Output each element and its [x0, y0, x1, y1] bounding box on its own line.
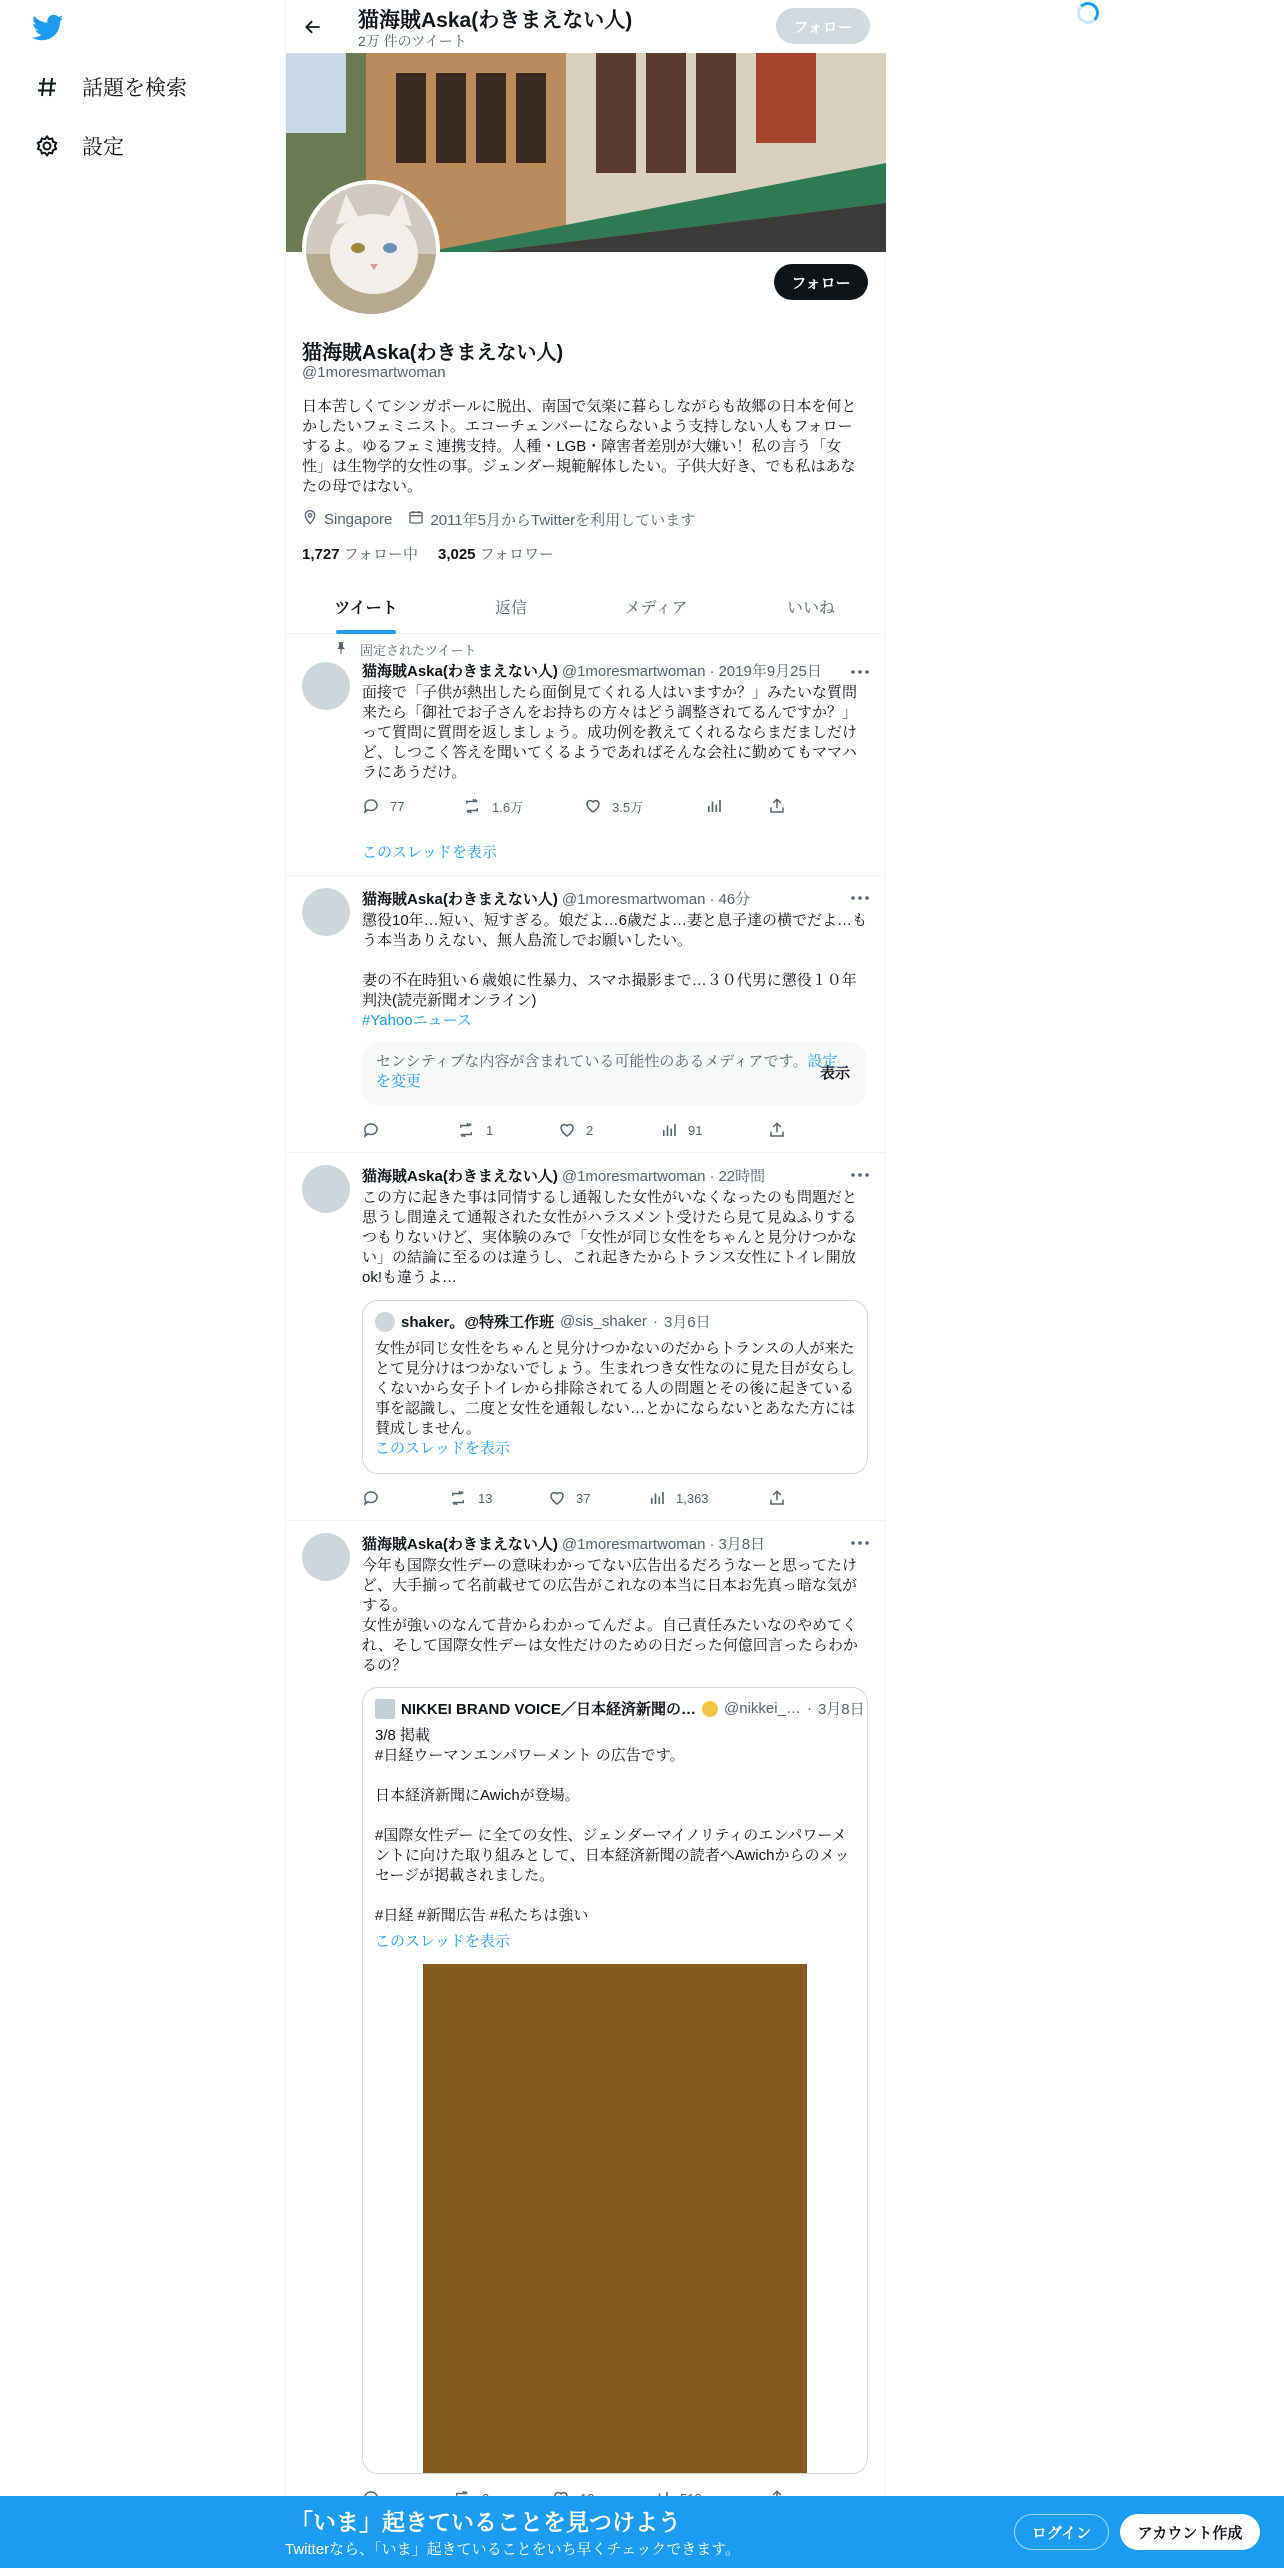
tweet-item[interactable] — [286, 634, 886, 876]
profile-header-bar — [286, 0, 886, 53]
tweet-header: 猫海賊Aska(わきまえない人) @1moresmartwoman · 46分 — [362, 888, 870, 909]
pinned-label-text: 固定されたツイート — [360, 643, 477, 658]
view-count: 1,363 — [676, 1490, 709, 1506]
pin-icon — [334, 641, 348, 658]
retweet-button[interactable] — [462, 797, 523, 816]
profile-follow-stats — [302, 543, 554, 564]
pinned-label — [334, 640, 476, 659]
nav-settings-label: 設定 — [82, 136, 124, 159]
show-media-button[interactable]: 表示 — [819, 1065, 850, 1082]
follow-button[interactable]: フォロー — [774, 264, 868, 300]
followers-label: フォロワー — [479, 546, 554, 563]
share-icon[interactable] — [768, 1121, 786, 1139]
quoted-text: 女性が同じ女性をちゃんと見分けつかないのだからトランスの人が来たとて見分けはつかないでしょう。生まれつき女性なのに見た目が女らしくないから女子トイレから排除されてる人の問題とその後に起きている事を認識し、二度と女性を通報しない…とかにならないとあなた方には賛成しません。 — [375, 1340, 856, 1437]
tweet-time[interactable]: 2019年9月25日 — [718, 663, 822, 680]
header-follow-button[interactable]: フォロー — [776, 8, 870, 44]
tweet-avatar[interactable] — [302, 1533, 350, 1581]
show-thread-link[interactable]: このスレッドを表示 — [362, 844, 497, 861]
tweet-time[interactable]: 3月8日 — [718, 1536, 766, 1553]
analytics-icon — [660, 1121, 678, 1139]
more-options-icon[interactable] — [848, 888, 872, 908]
profile-joined — [408, 508, 695, 530]
quoted-media-image[interactable] — [423, 1964, 807, 2474]
retweet-count: 1.6万 — [492, 799, 524, 815]
analytics-button[interactable] — [648, 1489, 709, 1507]
tweet-avatar[interactable] — [302, 662, 350, 710]
tweet-author-name[interactable]: 猫海賊Aska(わきまえない人) — [362, 1168, 558, 1185]
view-count: 91 — [688, 1122, 703, 1138]
like-button[interactable] — [558, 1121, 593, 1139]
quoted-show-thread-link[interactable]: このスレッドを表示 — [375, 1440, 510, 1457]
reply-icon — [362, 1489, 380, 1507]
quoted-show-thread-link[interactable]: このスレッドを表示 — [375, 1933, 510, 1950]
left-nav — [0, 0, 285, 2568]
quoted-avatar — [375, 1312, 395, 1332]
quoted-text: 3/8 掲載 #日経ウーマンエンパワーメント の広告です。 日本経済新聞にAwichが登場。 #国際女性デー に全ての女性、ジェンダーマイノリティのエンパワーメントに向けた取り組みとして、日本経済新聞の読者へAwichからのメッセージが掲載されました。 #日経 #新聞広告 #私たちは強い — [375, 1727, 850, 1924]
profile-bio: 日本苦しくてシンガポールに脱出、南国で気楽に暮らしながらも故郷の日本を何とかしたいフェミニスト。エコーチェンバーにならないよう支持しない人もフォローするよ。ゆるフェミ連携支持。人種・LGB・障害者差別が大嫌い！私の言う「女性」は生物学的女性の事。ジェンダー規範解体したい。子供大好き、でも私はあなたの母ではない。 — [302, 398, 857, 495]
share-icon[interactable] — [768, 797, 786, 815]
profile-location — [302, 508, 392, 530]
tweet-item[interactable] — [286, 876, 886, 1153]
like-count: 2 — [586, 1122, 594, 1138]
tab-replies[interactable]: 返信 — [494, 599, 527, 617]
quoted-author-name: NIKKEI BRAND VOICE／日本経済新聞の… — [401, 1701, 697, 1718]
retweet-count: 1 — [486, 1122, 494, 1138]
calendar-icon — [408, 508, 424, 530]
signup-banner-title: 「いま」起きていることを見つけよう — [290, 2509, 681, 2535]
share-icon[interactable] — [768, 1489, 786, 1507]
analytics-icon[interactable] — [705, 797, 723, 815]
back-arrow-icon[interactable] — [298, 12, 328, 42]
tweet-author-handle[interactable]: @1moresmartwoman — [561, 891, 706, 908]
profile-meta — [302, 508, 695, 530]
heart-icon — [548, 1489, 566, 1507]
reply-count: 77 — [390, 798, 405, 814]
like-button[interactable] — [548, 1489, 590, 1507]
loading-spinner-icon — [1077, 2, 1099, 24]
retweet-button[interactable] — [456, 1121, 493, 1139]
tweet-text: 面接で「子供が熱出したら面倒見てくれる人はいますか？」みたいな質問来たら「御社でお子さんをお持ちの方々はどう調整されてるんですか？」って質問に質問を返しましょう。成功例を教えてくれるならまだましだけど、しつこく答えを聞いてくるようであればそんな会社に勤めてもママハラにあうだけ。 — [362, 684, 858, 781]
like-button[interactable] — [584, 797, 643, 816]
like-count: 3.5万 — [612, 799, 644, 815]
login-button[interactable]: ログイン — [1014, 2514, 1109, 2550]
tweet-body — [362, 888, 870, 1031]
analytics-button[interactable] — [660, 1121, 702, 1139]
more-options-icon[interactable] — [848, 1165, 872, 1185]
retweet-icon — [448, 1489, 468, 1507]
signup-banner-subtitle: Twitterなら、「いま」起きていることをいち早くチェックできます。 — [285, 2541, 741, 2558]
quoted-tweet[interactable] — [362, 1687, 868, 2474]
change-settings-link[interactable]: 設定を変更 — [376, 1053, 838, 1090]
retweet-icon — [462, 797, 482, 815]
reply-button[interactable] — [362, 1489, 390, 1507]
quoted-time: 3月6日 — [663, 1314, 711, 1331]
following-label: フォロー中 — [343, 546, 418, 563]
hashtag-icon — [34, 74, 60, 100]
nav-settings[interactable] — [34, 131, 124, 161]
tweet-header: 猫海賊Aska(わきまえない人) @1moresmartwoman · 3月8日 — [362, 1533, 870, 1554]
quoted-tweet[interactable] — [362, 1300, 868, 1474]
tab-tweets[interactable]: ツイート — [334, 599, 398, 617]
followers-count: 3,025 — [437, 546, 476, 563]
tab-likes[interactable]: いいね — [786, 599, 835, 617]
reply-icon — [362, 797, 380, 815]
tweet-body — [362, 1165, 870, 1288]
reply-button[interactable] — [362, 797, 404, 815]
create-account-button[interactable]: アカウント作成 — [1120, 2514, 1260, 2550]
tweet-author-name[interactable]: 猫海賊Aska(わきまえない人) — [362, 663, 558, 680]
nav-explore-label: 話題を検索 — [82, 77, 187, 100]
retweet-button[interactable] — [448, 1489, 492, 1507]
tweet-avatar[interactable] — [302, 1165, 350, 1213]
tweet-body — [362, 660, 870, 783]
heart-icon — [558, 1121, 576, 1139]
header-tweet-count: 2万 件のツイート — [358, 33, 467, 49]
tweet-item[interactable] — [286, 1521, 886, 2568]
tweet-text: 今年も国際女性デーの意味わかってない広告出るだろうなーと思ってたけど、大手揃って名前載せての広告がこれなの本当に日本お先真っ暗な気がする。 女性が強いのなんて昔からわかってんだよ。自己責任みたいなのやめてくれ、そして国際女性デーは女性だけのための日だった何億回言ったらわかるの？ — [362, 1557, 858, 1674]
sensitive-text: センシティブな内容が含まれている可能性のあるメディアです。 — [376, 1053, 808, 1070]
like-count: 37 — [576, 1490, 591, 1506]
tweet-item[interactable] — [286, 1153, 886, 1521]
profile-location-text: Singapore — [324, 510, 393, 528]
tweet-author-handle[interactable]: @1moresmartwoman — [561, 1168, 706, 1185]
profile-joined-text: 2011年5月からTwitterを利用しています — [430, 511, 696, 529]
sensitive-media-notice — [362, 1042, 866, 1106]
tweet-header: 猫海賊Aska(わきまえない人) @1moresmartwoman · 22時間 — [362, 1165, 870, 1186]
tweet-header: 猫海賊Aska(わきまえない人) @1moresmartwoman · 2019年9月25日 — [362, 660, 870, 681]
quoted-author-handle: @nikkei_… — [724, 1700, 801, 1717]
emoji-face-icon — [702, 1701, 718, 1717]
profile-name: 猫海賊Aska(わきまえない人) — [302, 342, 564, 364]
reply-button[interactable] — [362, 1121, 390, 1139]
tweet-hashtag-link[interactable]: #Yahooニュース — [362, 1012, 472, 1029]
retweet-icon — [456, 1121, 476, 1139]
profile-tabs — [286, 578, 886, 634]
tweet-avatar[interactable] — [302, 888, 350, 936]
heart-icon — [584, 797, 602, 815]
profile-column — [285, 0, 885, 2568]
tweet-time[interactable]: 46分 — [718, 891, 751, 908]
quoted-avatar — [375, 1699, 395, 1719]
gear-icon — [34, 133, 60, 159]
retweet-count: 13 — [478, 1490, 493, 1506]
tab-media[interactable]: メディア — [624, 599, 688, 617]
quoted-author-name: shaker。@特殊工作班 — [401, 1314, 554, 1331]
tweet-author-name[interactable]: 猫海賊Aska(わきまえない人) — [362, 1536, 558, 1553]
analytics-icon — [648, 1489, 666, 1507]
profile-avatar[interactable] — [302, 180, 440, 318]
quoted-author-handle: @sis_shaker — [560, 1313, 647, 1330]
tweet-author-name[interactable]: 猫海賊Aska(わきまえない人) — [362, 891, 558, 908]
tweet-body — [362, 1533, 870, 1676]
tweet-author-handle[interactable]: @1moresmartwoman — [561, 1536, 706, 1553]
header-name: 猫海賊Aska(わきまえない人) — [358, 9, 633, 32]
location-pin-icon — [302, 508, 318, 530]
more-options-icon[interactable] — [848, 1533, 872, 1553]
more-options-icon[interactable] — [848, 662, 872, 682]
tweet-author-handle[interactable]: @1moresmartwoman — [561, 663, 706, 680]
tweet-text: この方に起きた事は同情するし通報した女性がいなくなったのも問題だと思うし間違えて通報された女性がハラスメント受けたら見て見ぬふりするつもりないけど、実体験のみで「女性が同じ女性をちゃんと見分けつかない」の結論に至るのは違うし、これ起きたからトランス女性にトイレ開放ok!も違うよ… — [362, 1189, 858, 1286]
quoted-tweet-header: NIKKEI BRAND VOICE／日本経済新聞の… @nikkei_… · 3月8日 — [375, 1698, 865, 1719]
following-link[interactable] — [302, 543, 418, 564]
profile-handle: @1moresmartwoman — [302, 364, 446, 381]
signup-banner — [0, 2496, 1284, 2568]
tweet-text: 懲役10年…短い、短すぎる。娘だよ…6歳だよ…妻と息子達の横でだよ…もう本当ありえない、無人島流しでお願いしたい。 妻の不在時狙い６歳娘に性暴力、スマホ撮影まで…３０代男に懲役１０年判決(読売新聞オンライン) — [362, 912, 868, 1009]
nav-explore[interactable] — [34, 72, 187, 102]
followers-link[interactable] — [438, 543, 554, 564]
tweet-time[interactable]: 22時間 — [718, 1168, 766, 1185]
reply-icon — [362, 1121, 380, 1139]
twitter-bird-icon[interactable] — [32, 14, 64, 42]
following-count: 1,727 — [302, 546, 340, 563]
quoted-time: 3月8日 — [817, 1701, 865, 1718]
quoted-tweet-header: shaker。@特殊工作班 @sis_shaker · 3月6日 — [375, 1311, 711, 1332]
